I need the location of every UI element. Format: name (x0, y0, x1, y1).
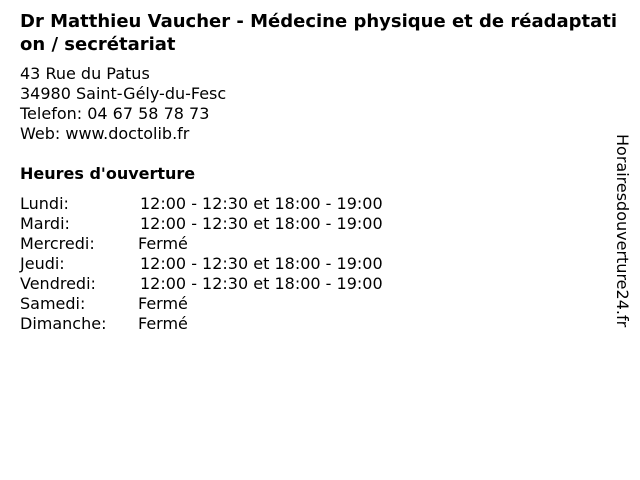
day-hours: 12:00 - 12:30 et 18:00 - 19:00 (140, 274, 383, 293)
day-hours: Fermé (138, 234, 188, 253)
day-label: Jeudi: (20, 254, 65, 273)
day-hours: Fermé (138, 294, 188, 313)
day-hours: 12:00 - 12:30 et 18:00 - 19:00 (140, 254, 383, 273)
day-hours: 12:00 - 12:30 et 18:00 - 19:00 (140, 194, 383, 213)
day-label: Lundi: (20, 194, 69, 213)
day-label: Dimanche: (20, 314, 107, 333)
page-title: Dr Matthieu Vaucher - Médecine physique et de réadaptation / secrétariat (20, 11, 618, 55)
day-hours: 12:00 - 12:30 et 18:00 - 19:00 (140, 214, 383, 233)
day-label: Samedi: (20, 294, 86, 313)
street-address: 43 Rue du Patus (20, 64, 150, 83)
city-postal: 34980 Saint-Gély-du-Fesc (20, 84, 227, 103)
day-label: Vendredi: (20, 274, 96, 293)
website: Web: www.doctolib.fr (20, 124, 190, 143)
site-watermark: Horairesdouverture24.fr (613, 134, 632, 328)
day-label: Mardi: (20, 214, 70, 233)
hours-heading: Heures d'ouverture (20, 164, 196, 183)
day-label: Mercredi: (20, 234, 95, 253)
phone-number: Telefon: 04 67 58 78 73 (20, 104, 210, 123)
address-block (20, 64, 226, 144)
day-hours: Fermé (138, 314, 188, 333)
